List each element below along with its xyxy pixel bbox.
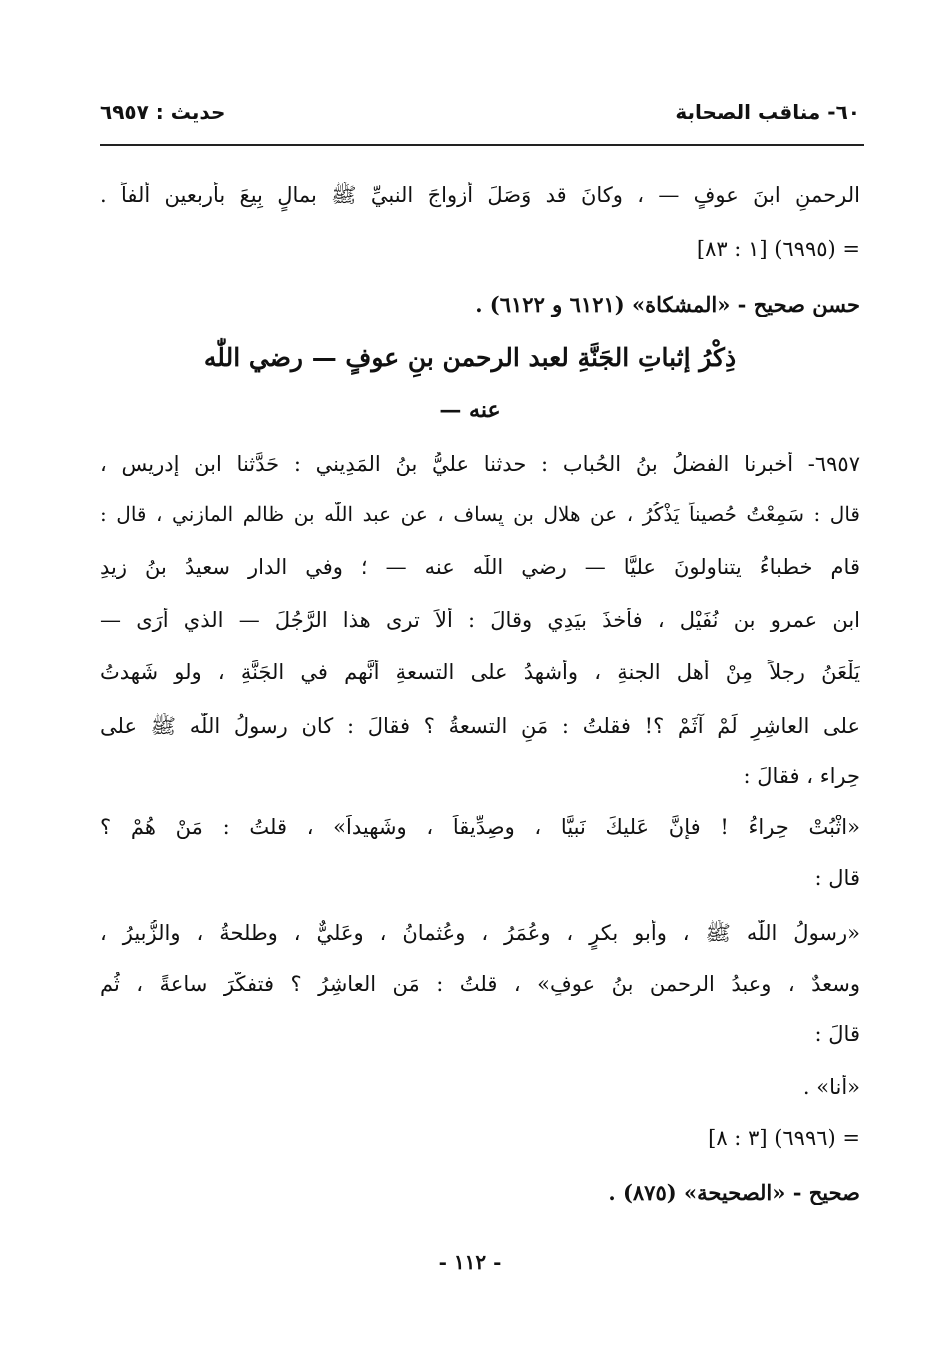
hadith-quote-line: «أنا» . (802, 1075, 860, 1099)
hadith-quote-line: وسعدٌ ، وعبدُ الرحمن بنُ عوفٍ» ، قلتُ : مَنِ العاشِرُ ؟ فتفكَّرَ ساعةً ، ثُم (100, 972, 860, 996)
hadith-text-line: حِراء ، فقالَ : (743, 764, 860, 788)
hadith-isnad-line: ٦٩٥٧- أخبرنا الفضلُ بنُ الحُباب : حدثنا عليُّ بنُ المَدِيني : حَدَّثنا ابن إدريس ، (100, 452, 860, 476)
hadith-quote-line: «رسولُ اللّٰه ﷺ ، وأبو بكرٍ ، وعُمَرُ ، وعُثمانُ ، وعَليٌّ ، وطلحةُ ، والزُّبيرُ ، (100, 921, 860, 945)
header-rule (100, 144, 864, 146)
hadith-text-line: على العاشِرِ لَمْ آثَمْ ؟! فقلتُ : مَنِ التسعةُ ؟ فقالَ : كان رسولُ اللّٰه ﷺ على (100, 714, 860, 738)
running-header-chapter: ٦٠- مناقب الصحابة (675, 100, 860, 124)
running-header-hadith-ref: حديث : ٦٩٥٧ (100, 100, 226, 124)
hadith-text-line: ابن عمرو بن نُفَيْل ، فأخذَ بيَدِي وقالَ : أَلاَ ترى هذا الرَّجُلَ — الذي أَرَى — (100, 608, 860, 632)
hadith-text-line: قالَ : (814, 1022, 860, 1046)
hadith-text-line: قام خطباءُ يتناولونَ عليًّا — رضي اللّٰه عنه — ؛ وفي الدارِ سعيدُ بنُ زيدِ (100, 555, 860, 579)
cross-reference: = (٦٩٩٦) [٣ : ٨] (708, 1126, 860, 1150)
hadith-text-line: قال : (814, 866, 860, 890)
hadith-quote-line: «اثْبُتْ حِراءُ ! فإنَّ عَليكَ نَبيًّا ، وصِدِّيقاً ، وشَهيداً» ، قلتُ : مَنْ هُمْ ؟ (100, 815, 860, 839)
hadith-text-line: يَلْعَنُ رجلاً مِنْ أهلِ الجنةِ ، وأشهدُ على التسعةِ أنَّهم في الجَنَّةِ ، ولو شَهِدتُ (100, 660, 860, 684)
section-heading: ذِكْرُ إثباتِ الجَنَّةِ لعبد الرحمن بنِ عوفٍ — رضي اللّٰه (203, 343, 737, 372)
text-line: الرحمنِ ابنَ عوفٍ — ، وكانَ قد وَصَلَ أزواجَ النبيِّ ﷺ بمالٍ بِيعَ بأربعين ألفاً . (100, 183, 860, 207)
cross-reference: = (٦٩٩٥) [١ : ٨٣] (696, 237, 860, 261)
hadith-isnad-line: قال : سَمِعْتُ حُصيناً يَذْكُرُ ، عن هلال بن يِساف ، عن عبد اللّٰه بن ظالمٍ المازني ، قال : (100, 502, 860, 526)
grading-note: صحيح - «الصحيحة» (٨٧٥) . (608, 1180, 860, 1205)
grading-note: حسن صحيح - «المشكاة» (٦١٢١ و ٦١٢٢) . (475, 292, 860, 317)
section-heading-cont: عنه — (439, 397, 501, 423)
page-number: - ١١٢ - (438, 1250, 502, 1274)
